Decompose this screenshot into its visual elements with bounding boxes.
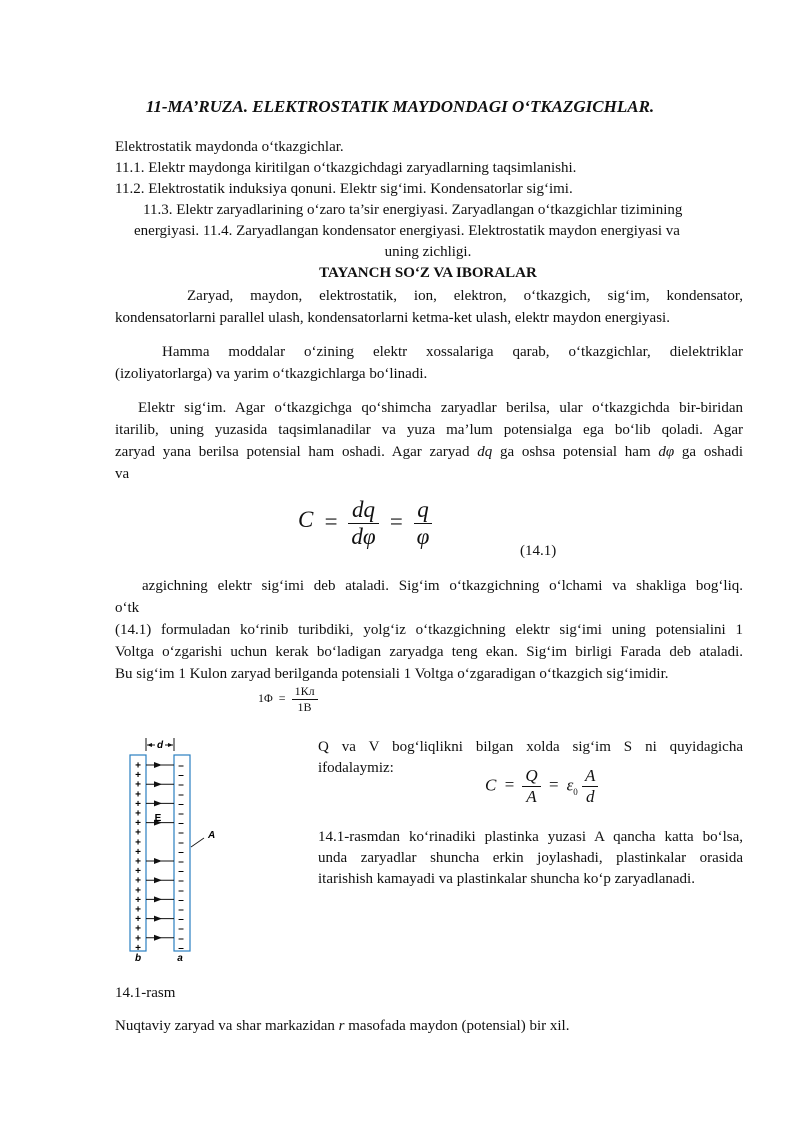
closing-line: Nuqtaviy zaryad va shar markazidan r masofada maydon (potensial) bir xil.: [115, 1018, 570, 1034]
paragraph-4-line-3: Bu sig‘im 1 Kulon zaryad berilganda potensiali 1 Voltga o‘zgaradigan o‘tkazgich sig‘imidir.: [115, 666, 669, 682]
minus-sign: –: [178, 933, 184, 945]
field-arrow: [146, 896, 174, 902]
figure-caption: 14.1-rasm: [115, 985, 176, 1001]
minus-sign: –: [178, 856, 184, 868]
minus-sign: –: [178, 779, 184, 791]
plus-sign: +: [135, 760, 141, 772]
minus-sign: –: [178, 827, 184, 839]
fraction-coulomb-volt: $\frac{1Кл}{1В}$: [292, 684, 318, 715]
keywords-line-1: Zaryad, maydon, elektrostatik, ion, elektron, o‘tkazgich, sig‘im, kondensator,: [187, 288, 743, 304]
plus-sign: +: [135, 904, 141, 916]
plus-sign: +: [135, 827, 141, 839]
field-arrow: [146, 781, 174, 787]
label-A: A: [208, 830, 216, 841]
dq-symbol: dq: [477, 444, 493, 460]
paragraph-3-line-2: o‘tk: [115, 600, 140, 616]
plus-sign: +: [135, 856, 141, 868]
capacitor-figure: [118, 735, 228, 963]
plus-sign: +: [135, 923, 141, 935]
outline-line-5: energiyasi. 11.4. Zaryadlangan kondensator energiyasi. Elektrostatik maydon energiyasi va: [134, 223, 680, 239]
label-E: E: [154, 813, 162, 824]
paragraph-1-line-2: (izoliyatorlarga) va yarim o‘tkazgichlarga bo‘linadi.: [115, 366, 428, 382]
outline-line-2: 11.1. Elektr maydonga kiritilgan o‘tkazgichdagi zaryadlarning taqsimlanishi.: [115, 160, 577, 176]
minus-sign: –: [178, 923, 184, 935]
positive-charges: [135, 761, 141, 954]
paragraph-2-line-1: Elektr sig‘im. Agar o‘tkazgichga qo‘shimcha zaryadlar berilsa, ular o‘tkazgichda bir-biridan: [138, 400, 743, 416]
equation-capacitance: C = $\frac{dq}{d\varphi}$ = $\frac{q}{\varphi}$: [298, 497, 432, 557]
plus-sign: +: [135, 914, 141, 926]
plus-sign: +: [135, 933, 141, 945]
minus-sign: –: [178, 894, 184, 906]
field-arrow: [146, 800, 174, 806]
paragraph-2-line-4: va: [115, 466, 130, 482]
plus-sign: +: [135, 808, 141, 820]
outline-line-1: Elektrostatik maydonda o‘tkazgichlar.: [115, 139, 344, 155]
label-d: d: [156, 740, 164, 751]
fraction-Q-A: $\frac{Q}{A}$: [522, 766, 540, 807]
lecture-title: 11-MA’RUZA. ELEKTROSTATIK MAYDONDAGI O‘TKAZGICHLAR.: [145, 97, 655, 116]
paragraph-2-line-2: itarilib, uning yuzasida taqsimlanadilar va yuza ma’lum potensialga ega bo‘lib qoladi. Agar: [115, 422, 743, 438]
label-a: a: [177, 953, 183, 963]
plus-sign: +: [135, 866, 141, 878]
field-arrow: [146, 762, 174, 768]
keywords-line-2: kondensatorlarni parallel ulash, kondensatorlarni ketma-ket ulash, elektr maydon energiyasi.: [115, 310, 670, 326]
plus-sign: +: [135, 837, 141, 849]
minus-sign: –: [178, 875, 184, 887]
paragraph-4-line-1: (14.1) formuladan ko‘rinib turibdiki, yolg‘iz o‘tkazgichning elektr sig‘imi uning potensialini 1: [115, 622, 743, 638]
paragraph-5-line-1: Q va V bog‘liqlikni bilgan xolda sig‘im S ni quyidagicha: [318, 739, 743, 755]
paragraph-1-line-1: Hamma moddalar o‘zining elektr xossalariga qarab, o‘tkazgichlar, dielektriklar: [162, 344, 743, 360]
paragraph-6-line-3: itarishish kamayadi va plastinkalar shuncha ko‘p zaryadlanadi.: [318, 871, 695, 887]
fraction-A-d: $\frac{A}{d}$: [582, 766, 598, 807]
equation-farad: 1Φ = $\frac{1Кл}{1В}$: [258, 684, 318, 715]
minus-sign: –: [178, 798, 184, 810]
field-arrow: [146, 877, 174, 883]
paragraph-6-line-2: unda zaryadlar shuncha erkin joylashadi, plastinkalar orasida: [318, 850, 743, 866]
paragraph-6-line-1: 14.1-rasmdan ko‘rinadiki plastinka yuzasi A qancha katta bo‘lsa,: [318, 829, 743, 845]
outline-line-6: uning zichligi.: [384, 244, 472, 260]
minus-sign: –: [178, 760, 184, 772]
plus-sign: +: [135, 894, 141, 906]
negative-charges: [178, 761, 184, 954]
field-arrow: [146, 916, 174, 922]
minus-sign: –: [178, 846, 184, 858]
fraction-dq-dphi: $\frac{dq}{d\varphi}$: [348, 497, 378, 550]
plus-sign: +: [135, 770, 141, 782]
minus-sign: –: [178, 904, 184, 916]
paragraph-3-line-1: azgichning elektr sig‘imi deb ataladi. Sig‘im o‘tkazgichning o‘lchami va shakliga bog‘liq.: [142, 578, 743, 594]
outline-line-3: 11.2. Elektrostatik induksiya qonuni. Elektr sig‘imi. Kondensatorlar sig‘imi.: [115, 181, 573, 197]
plus-sign: +: [135, 789, 141, 801]
keywords-heading: TAYANCH SO‘Z VA IBORALAR: [319, 265, 537, 281]
equation-number: (14.1): [520, 543, 557, 559]
minus-sign: –: [178, 885, 184, 897]
plus-sign: +: [135, 875, 141, 887]
plus-sign: +: [135, 942, 141, 954]
outline-line-4: 11.3. Elektr zaryadlarining o‘zaro ta’sir energiyasi. Zaryadlangan o‘tkazgichlar tizimining: [143, 202, 683, 218]
plus-sign: +: [135, 779, 141, 791]
plus-sign: +: [135, 818, 141, 830]
r-symbol: r: [338, 1018, 345, 1034]
minus-sign: –: [178, 808, 184, 820]
minus-sign: –: [178, 837, 184, 849]
field-arrow: [146, 858, 174, 864]
minus-sign: –: [178, 789, 184, 801]
paragraph-4-line-2: Voltga o‘zgarishi uchun kerak bo‘ladigan zaryadga teng ekan. Sig‘im birligi Farada deb ataladi.: [115, 644, 743, 660]
minus-sign: –: [178, 942, 184, 954]
field-lines: [146, 762, 174, 941]
minus-sign: –: [178, 818, 184, 830]
paragraph-2-line-3: zaryad yana berilsa potensial ham oshadi. Agar zaryad dq ga oshsa potensial ham dφ ga oshadi: [115, 444, 743, 460]
label-b: b: [134, 953, 142, 963]
dphi-symbol: dφ: [658, 444, 675, 460]
minus-sign: –: [178, 770, 184, 782]
equation-plate-capacitance: C = $\frac{Q}{A}$ = $\varepsilon_0$ $\frac{A}{d}$: [485, 766, 598, 816]
fraction-q-phi: $\frac{q}{\varphi}$: [414, 497, 433, 550]
paragraph-5-line-2: ifodalaymiz:: [318, 760, 394, 776]
plus-sign: +: [135, 846, 141, 858]
plus-sign: +: [135, 885, 141, 897]
minus-sign: –: [178, 866, 184, 878]
minus-sign: –: [178, 914, 184, 926]
plus-sign: +: [135, 798, 141, 810]
field-arrow: [146, 935, 174, 941]
